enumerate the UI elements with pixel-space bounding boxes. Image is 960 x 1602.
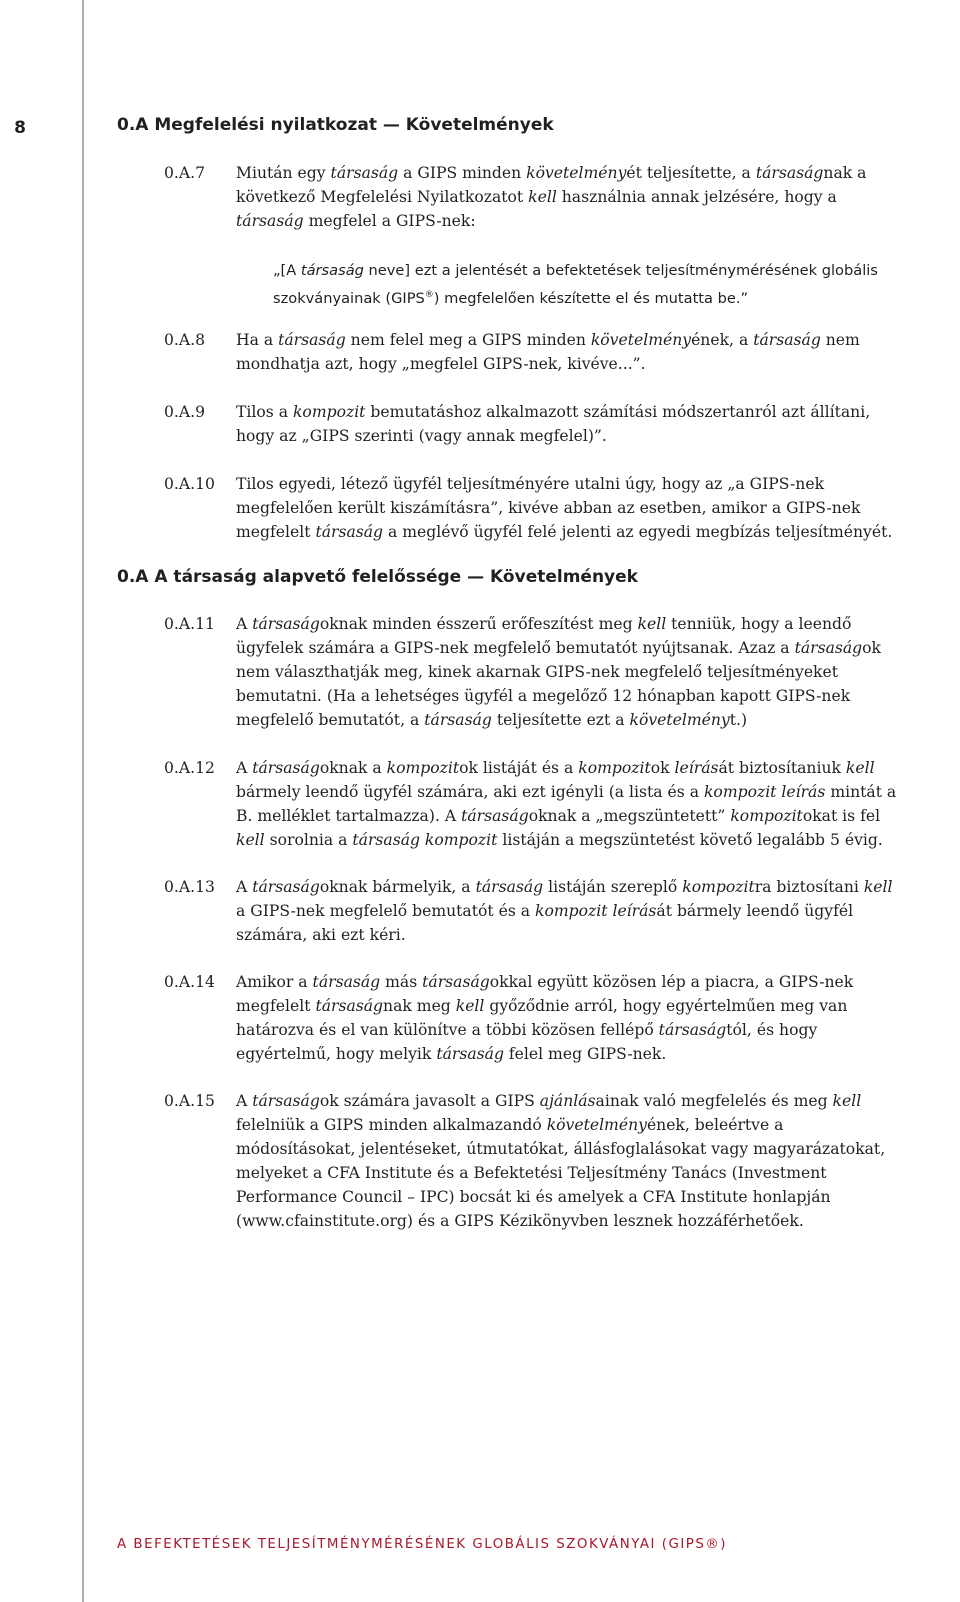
paragraph-text <box>236 756 898 852</box>
italic-term: követelmény <box>629 711 730 729</box>
italic-term: társaság <box>755 164 824 182</box>
text-run: a GIPS minden <box>398 164 527 182</box>
italic-term: kell <box>528 188 557 206</box>
text-run: megfelel a GIPS-nek: <box>303 212 476 230</box>
text-run: ra biztosítani <box>754 878 864 896</box>
text-run: ok listáját és a <box>459 759 579 777</box>
paragraph-number: 0.A.15 <box>164 1092 215 1110</box>
text-run: okkal együtt közösen lép a piacra, a GIPS-nek megfelelt <box>236 973 854 1015</box>
text-run: át bármely leendő ügyfél számára, aki ezt kéri. <box>236 902 854 944</box>
italic-term: társaság <box>475 878 544 896</box>
text-run: Ha a <box>236 331 279 349</box>
text-run: nem mondhatja azt, hogy „megfelel GIPS-nek, kivéve...”. <box>236 331 860 373</box>
paragraph-number: 0.A.8 <box>164 331 206 349</box>
paragraph-text <box>236 875 898 947</box>
text-run: t.) <box>729 711 748 729</box>
paragraph-number: 0.A.10 <box>164 475 215 493</box>
text-run: ének, beleértve a módosításokat, jelentéseket, útmutatókat, állásfoglalásokat vagy magyarázatokat, melyeket a CFA Institute és a Befektetési Teljesítmény Tanács (Investment Performance Council – IPC) bocsát ki és amelyek a CFA Institute honlapján (www.cfainstitute.org) és a GIPS Kézikönyvben lesznek hozzáférhetőek. <box>236 1116 886 1230</box>
margin-rule <box>82 0 84 1602</box>
text-run: listáján a megszüntetést követő legalább 5 évig. <box>497 831 883 849</box>
italic-term: társaság <box>658 1021 727 1039</box>
italic-term: társaság <box>252 615 320 633</box>
text-run: át biztosítaniuk <box>718 759 846 777</box>
italic-term: társaság <box>794 639 863 657</box>
text-run: neve] ezt a jelentését a befektetések teljesítménymérésének globális szokványainak (GIPS <box>273 262 878 307</box>
text-run: listáján szereplő <box>543 878 683 896</box>
text-run: nak meg <box>383 997 456 1015</box>
paragraph-text <box>236 472 898 544</box>
paragraph-number: 0.A.7 <box>164 164 206 182</box>
text-run: oknak minden ésszerű erőfeszítést meg <box>319 615 638 633</box>
text-run: használnia annak jelzésére, hogy a <box>556 188 837 206</box>
italic-term: kompozit <box>730 807 803 825</box>
text-run: ok számára javasolt a GIPS <box>319 1092 540 1110</box>
italic-term: kell <box>637 615 667 633</box>
text-run: ok nem választhatják meg, kinek akarnak GIPS-nek megfelelő teljesítményeket bemutatni. (Ha a lehetséges ügyfél a megelőző 12 hónapban kapott GIPS-nek megfelelő bemutatót, a <box>236 639 882 729</box>
italic-term: társaság <box>436 1045 504 1063</box>
italic-term: kompozit <box>578 759 651 777</box>
text-run: oknak bármelyik, a <box>319 878 476 896</box>
text-run: bármely leendő ügyfél számára, aki ezt igényli (a lista és a <box>236 783 704 801</box>
italic-term: társaság <box>753 331 821 349</box>
italic-term: kompozit leírás <box>703 783 826 801</box>
italic-term: leírás <box>674 759 719 777</box>
text-run: más <box>380 973 423 991</box>
text-run: felel meg GIPS-nek. <box>503 1045 667 1063</box>
text-run: Amikor a <box>236 973 313 991</box>
text-run: nem felel meg a GIPS minden <box>345 331 591 349</box>
italic-term: társaság <box>422 973 490 991</box>
italic-term: kompozit <box>292 403 366 421</box>
text-run: A <box>236 759 253 777</box>
paragraph-number: 0.A.14 <box>164 973 215 991</box>
italic-term: kell <box>455 997 485 1015</box>
text-run: oknak a „megszüntetett” <box>528 807 731 825</box>
text-run: bemutatáshoz alkalmazott számítási módszertanról azt állítani, hogy az „GIPS szerinti (vagy annak megfelel)”. <box>236 403 871 445</box>
text-run: sorolnia a <box>264 831 353 849</box>
text-run: oknak a <box>319 759 387 777</box>
italic-term: kell <box>236 831 265 849</box>
italic-term: kell <box>832 1092 862 1110</box>
text-run: teljesítette ezt a <box>491 711 630 729</box>
paragraph-text <box>236 161 898 233</box>
paragraph-number: 0.A.11 <box>164 615 215 633</box>
paragraph-text <box>236 400 898 448</box>
text-run: a GIPS-nek megfelelő bemutatót és a <box>236 902 536 920</box>
text-run: ok <box>650 759 675 777</box>
section-title-responsibility: 0.A A társaság alapvető felelőssége — Követelmények <box>117 567 638 587</box>
text-run: a meglévő ügyfél felé jelenti az egyedi megbízás teljesítményét. <box>383 523 893 541</box>
italic-term: követelmény <box>546 1116 647 1134</box>
italic-term: társaság <box>312 973 381 991</box>
footer-running-title: A BEFEKTETÉSEK TELJESÍTMÉNYMÉRÉSÉNEK GLOBÁLIS SZOKVÁNYAI (GIPS®) <box>117 1537 727 1552</box>
italic-term: társaság <box>461 807 529 825</box>
italic-term: ajánlás <box>539 1092 596 1110</box>
text-run: A <box>236 1092 253 1110</box>
text-run: felelniük a GIPS minden alkalmazandó <box>236 1116 547 1134</box>
compliance-statement-quote <box>273 259 898 311</box>
text-run: ét teljesítette, a <box>626 164 756 182</box>
italic-term: társaság <box>315 523 384 541</box>
paragraph-text <box>236 328 898 376</box>
text-run: tenniük, hogy a leendő ügyfelek számára a GIPS-nek megfelelő bemutatót nyújtsanak. Azaz a <box>236 615 852 657</box>
text-run: tól, és hogy egyértelmű, hogy melyik <box>236 1021 818 1063</box>
italic-term: társaság <box>300 262 364 279</box>
italic-term: társaság <box>330 164 399 182</box>
italic-term: társaság <box>424 711 492 729</box>
section-title-compliance: 0.A Megfelelési nyilatkozat — Követelmények <box>117 115 554 135</box>
italic-term: társaság <box>252 878 320 896</box>
paragraph-text <box>236 612 898 732</box>
text-run: ének, a <box>691 331 754 349</box>
text-run: mintát a B. melléklet tartalmazza). A <box>236 783 897 825</box>
page-number: 8 <box>14 118 26 138</box>
text-run: Tilos a <box>236 403 293 421</box>
text-run: okat is fel <box>802 807 881 825</box>
italic-term: követelmény <box>526 164 627 182</box>
text-run: „[A <box>273 262 301 279</box>
italic-term: kell <box>845 759 875 777</box>
text-run: A <box>236 878 253 896</box>
text-run: győződnie arról, hogy egyértelműen meg van határozva és el van különítve a többi közösen fellépő <box>236 997 848 1039</box>
text-run: Tilos egyedi, létező ügyfél teljesítményére utalni úgy, hogy az „a GIPS-nek megfelelően került kiszámításra”, kivéve abban az esetben, amikor a GIPS-nek megfelelt <box>236 475 861 541</box>
text-run: A <box>236 615 253 633</box>
paragraph-number: 0.A.13 <box>164 878 215 896</box>
registered-mark: ® <box>424 290 434 300</box>
text-run: Miután egy <box>236 164 331 182</box>
italic-term: társaság <box>252 759 320 777</box>
text-run: nak a következő Megfelelési Nyilatkozatot <box>236 164 867 206</box>
italic-term: követelmény <box>590 331 692 349</box>
text-run: ) megfelelően készítette el és mutatta be.” <box>433 289 749 307</box>
italic-term: kell <box>863 878 893 896</box>
paragraph-number: 0.A.12 <box>164 759 215 777</box>
italic-term: kompozit <box>682 878 755 896</box>
paragraph-text <box>236 1089 898 1233</box>
paragraph-number: 0.A.9 <box>164 403 206 421</box>
italic-term: társaság <box>236 212 304 230</box>
italic-term: társaság <box>315 997 384 1015</box>
italic-term: kompozit leírás <box>535 902 657 920</box>
text-run: ainak való megfelelés és meg <box>595 1092 833 1110</box>
italic-term: társaság kompozit <box>352 831 498 849</box>
italic-term: társaság <box>252 1092 320 1110</box>
italic-term: kompozit <box>386 759 460 777</box>
italic-term: társaság <box>278 331 346 349</box>
paragraph-text <box>236 970 898 1066</box>
